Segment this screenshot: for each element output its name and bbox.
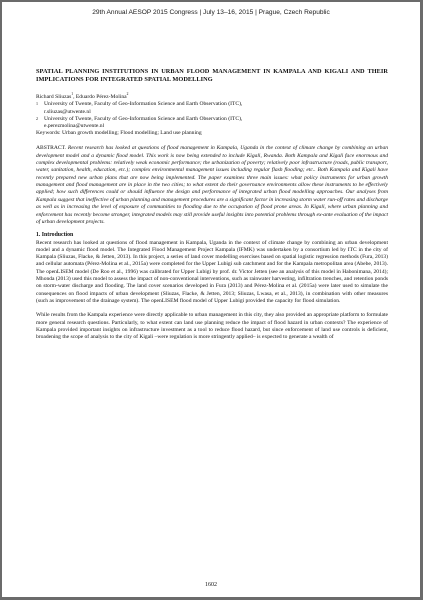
affiliation-number: 1 — [36, 101, 38, 107]
keywords: Keywords: Urban growth modelling; Flood modelling; Land use planning — [36, 130, 202, 137]
abstract-label: ABSTRACT. — [36, 145, 66, 152]
conference-header: 29th Annual AESOP 2015 Congress | July 13–16, 2015 | Prague, Czech Republic — [92, 9, 330, 16]
affiliation — [36, 116, 388, 123]
paper-page — [2, 2, 420, 597]
affiliation-text: University of Twente, Faculty of Geo-Information Science and Earth Observation (ITC), — [44, 115, 243, 122]
abstract — [36, 145, 388, 226]
author-sup: 2 — [126, 92, 129, 97]
section-heading: 1. Introduction — [36, 232, 74, 239]
affiliation-text: University of Twente, Faculty of Geo-Information Science and Earth Observation (ITC), — [44, 101, 243, 108]
affiliation-number: 2 — [36, 115, 38, 121]
body-paragraph: While results from the Kampala experience were directly applicable to urban management in this city, they also provided an appropriate platform to formulate more general research questions. Particularly, to what extent can land use planning reduce the impact of flood hazard in urban contexts? The experience of Kampala provided important insights on infrastructure investment as a tool to reduce flood hazard, but since enforcement of land use controls is deficient, broadening the scope of analysis to the city of Kigali –were regulation is more stringently applied– is expected to generate a wealth of — [36, 312, 388, 341]
paper-content — [36, 68, 388, 341]
author-sup: 1 — [71, 92, 74, 97]
paper-title: SPATIAL PLANNING INSTITUTIONS IN URBAN FLOOD MANAGEMENT IN KAMPALA AND KIGALI AND THEIR IMPLICATIONS FOR INTEGRATED SPATIAL MODELLING — [36, 68, 388, 84]
page-number: 1602 — [205, 582, 217, 588]
affiliation-email: e.perezmolina@utwente.nl — [44, 123, 105, 129]
author-name: Eduardo Pérez-Molina — [75, 94, 127, 101]
author-name: Richard Sliuzas — [36, 94, 72, 101]
body-paragraph: Recent research has looked at questions of flood management in Kampala, Uganda in the context of climate change by combining an urban development model and a dynamic flood model. The Integrated Flood Management Project Kampala (IFMK) was undertaken by a consortium led by ITC in the city of Kampala (Sliuzas, Flacke, & Jetten, 2013). In this project, a series of land cover modelling exercises based on spatial logistic regression methods (Fura, 2013) and cellular automata (Pérez-Molina et al., 2015a) were completed for the Upper Lubigi sub catchment and for the Kampala metropolitan area (Abebe, 2013). The openLISEM model (De Roo et al., 1996) was calibrated for Upper Lubigi by prof. dr. Victor Jetten (see an analysis of this model in Habonimana, 2014); Mhonda (2013) used this model to assess the impact of non-conventional interventions, such as rainwater harvesting, infiltration trenches, and retention ponds on storm-water discharge and flooding. The land cover scenarios developed in Fura (2013) and Pérez-Molina et al. (2015a) were later used to simulate the consequences on flood impacts of urban development (Sliuzas, Flacke, & Jetten, 2013; Sliuzas, Lwasa, et al., 2013), in combination with other measures (such as improvement of the drainage system). The openLISEM flood model of Upper Lubigi provided the capacity for flood simulation. — [36, 239, 388, 304]
affiliation — [36, 101, 388, 108]
affiliation-email: r.sliuzas@utwente.nl — [44, 108, 91, 115]
author-separator: , — [73, 94, 76, 101]
abstract-body: Recent research has looked at questions of flood management in Kampala, Uganda in the context of climate change by combining an urban development model and a dynamic flood model. This work is now being extended to include Kigali, Rwanda. Both Kampala and Kigali face enormous and complex developmental problems: relatively weak economic performance; the urbanization of poverty; relatively poor infrastructure (roads, public transport, water, sanitation, health, education, etc.); complex environmental management issues including regular flash flooding; etc.. Both Kampala and Kigali have recently prepared new urban plans that are now being implemented. The paper examines three main issues: what policy instruments for urban growth management and flood management are in place in the two cities; to what extent do their governance environments allow these instruments to be effectively applied; how such differences could or should influence the design and performance of integrated urban flood modelling approaches. Our analyses from Kampala suggest that ineffective of urban planning and management procedures are a significant factor in increasing storm water run-off rates and discharge as well as in increasing the level of exposure of communities to flooding due to the occupation of flood prone areas. In Kigali, where urban planning and enforcement has recently become stronger, integrated models may still provide useful insights into potential problems through ex-ante evaluation of the impact of urban development projects. — [36, 145, 389, 225]
